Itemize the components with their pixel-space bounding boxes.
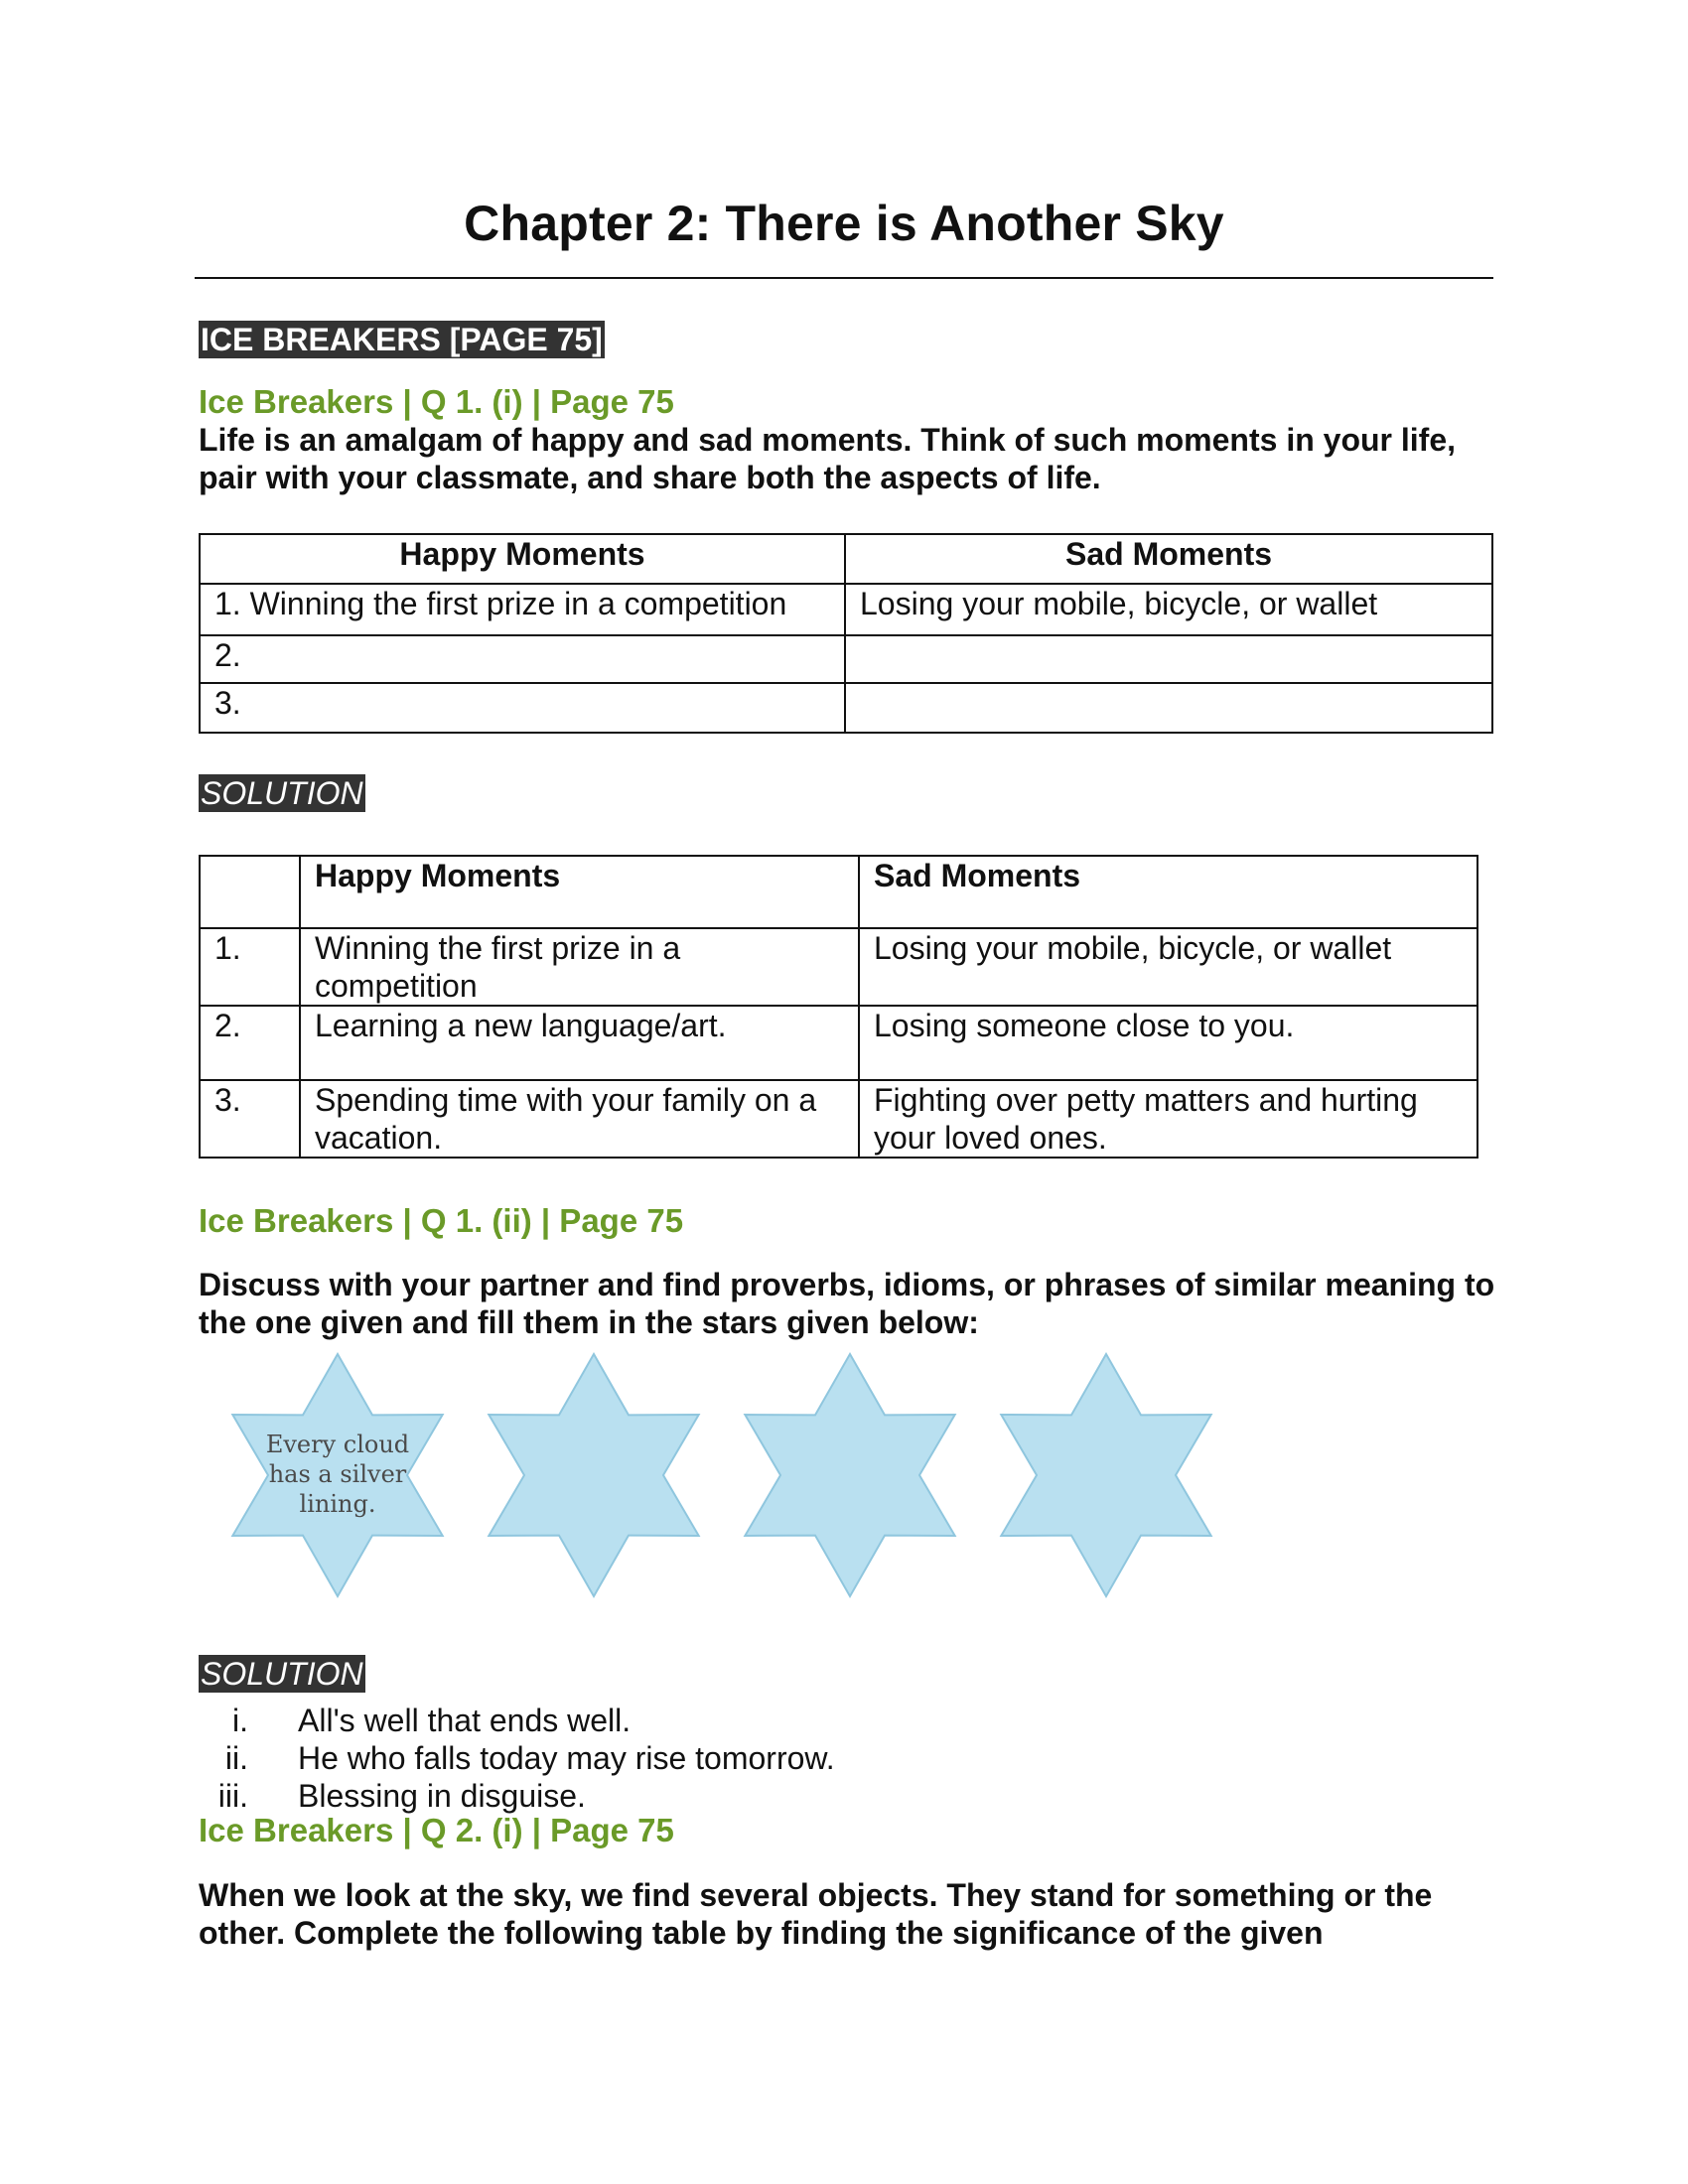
table-row <box>200 928 1477 1006</box>
solution-table <box>199 855 1478 1159</box>
solution-tag-2: SOLUTION <box>201 1656 363 1692</box>
table-cell: Losing someone close to you. <box>859 1006 1477 1080</box>
table-row <box>200 683 1492 733</box>
question-text-2: Discuss with your partner and find proverbs, idioms, or phrases of similar meaning to the one given and fill them in the stars given below: <box>199 1267 1495 1340</box>
solution-header-happy: Happy Moments <box>300 856 859 928</box>
table-cell: Losing your mobile, bicycle, or wallet <box>859 928 1477 1006</box>
table-cell: 2. <box>200 635 845 683</box>
table-cell: 2. <box>200 1006 300 1080</box>
question-heading-2: Ice Breakers | Q 1. (ii) | Page 75 <box>199 1202 684 1239</box>
table-cell: Fighting over petty matters and hurting your loved ones. <box>859 1080 1477 1158</box>
star-text-line: lining. <box>299 1490 376 1518</box>
table-row <box>200 635 1492 683</box>
list-item-number: iii. <box>217 1778 248 1814</box>
table-cell: Losing your mobile, bicycle, or wallet <box>845 584 1492 635</box>
question-text-1: Life is an amalgam of happy and sad moments. Think of such moments in your life, pair with your classmate, and share both the aspects of life. <box>199 422 1456 495</box>
star-shape <box>1001 1354 1210 1596</box>
table-row <box>200 1006 1477 1080</box>
solution-header-sad: Sad Moments <box>859 856 1477 928</box>
star-shape <box>489 1354 698 1596</box>
star-text-line: has a silver <box>268 1460 407 1488</box>
list-item-number: ii. <box>224 1740 248 1776</box>
list-item <box>199 1702 835 1739</box>
table-row <box>200 584 1492 635</box>
star-text-line: Every cloud <box>265 1431 410 1458</box>
table-cell: 1. Winning the first prize in a competition <box>200 584 845 635</box>
star-figure <box>209 1352 1261 1610</box>
page-title: Chapter 2: There is Another Sky <box>464 196 1224 251</box>
section-tag: ICE BREAKERS [PAGE 75] <box>201 322 603 357</box>
table-header-sad: Sad Moments <box>845 534 1492 584</box>
solution-tag-1: SOLUTION <box>201 775 363 811</box>
question-table <box>199 533 1493 734</box>
table-cell: Winning the first prize in a competition <box>300 928 859 1006</box>
solution-list <box>199 1702 835 1815</box>
question-heading-1: Ice Breakers | Q 1. (i) | Page 75 <box>199 383 674 420</box>
list-item <box>199 1777 835 1815</box>
table-cell <box>845 635 1492 683</box>
table-cell: 1. <box>200 928 300 1006</box>
list-item <box>199 1739 835 1777</box>
table-cell <box>845 683 1492 733</box>
solution-header-num <box>200 856 300 928</box>
title-divider <box>195 277 1493 279</box>
question-text-3: When we look at the sky, we find several objects. They stand for something or the other. Complete the following table by finding the significance of the given <box>199 1877 1433 1951</box>
table-cell: 3. <box>200 1080 300 1158</box>
table-row <box>200 1080 1477 1158</box>
list-item-number: i. <box>232 1703 248 1738</box>
question-heading-3: Ice Breakers | Q 2. (i) | Page 75 <box>199 1812 674 1848</box>
table-cell: Spending time with your family on a vacation. <box>300 1080 859 1158</box>
star-figure-svg <box>209 1352 1261 1610</box>
list-item-text: All's well that ends well. <box>298 1703 632 1738</box>
table-cell: Learning a new language/art. <box>300 1006 859 1080</box>
table-cell: 3. <box>200 683 845 733</box>
list-item-text: He who falls today may rise tomorrow. <box>298 1740 835 1776</box>
table-header-happy: Happy Moments <box>200 534 845 584</box>
star-shape <box>745 1354 954 1596</box>
list-item-text: Blessing in disguise. <box>298 1778 586 1814</box>
